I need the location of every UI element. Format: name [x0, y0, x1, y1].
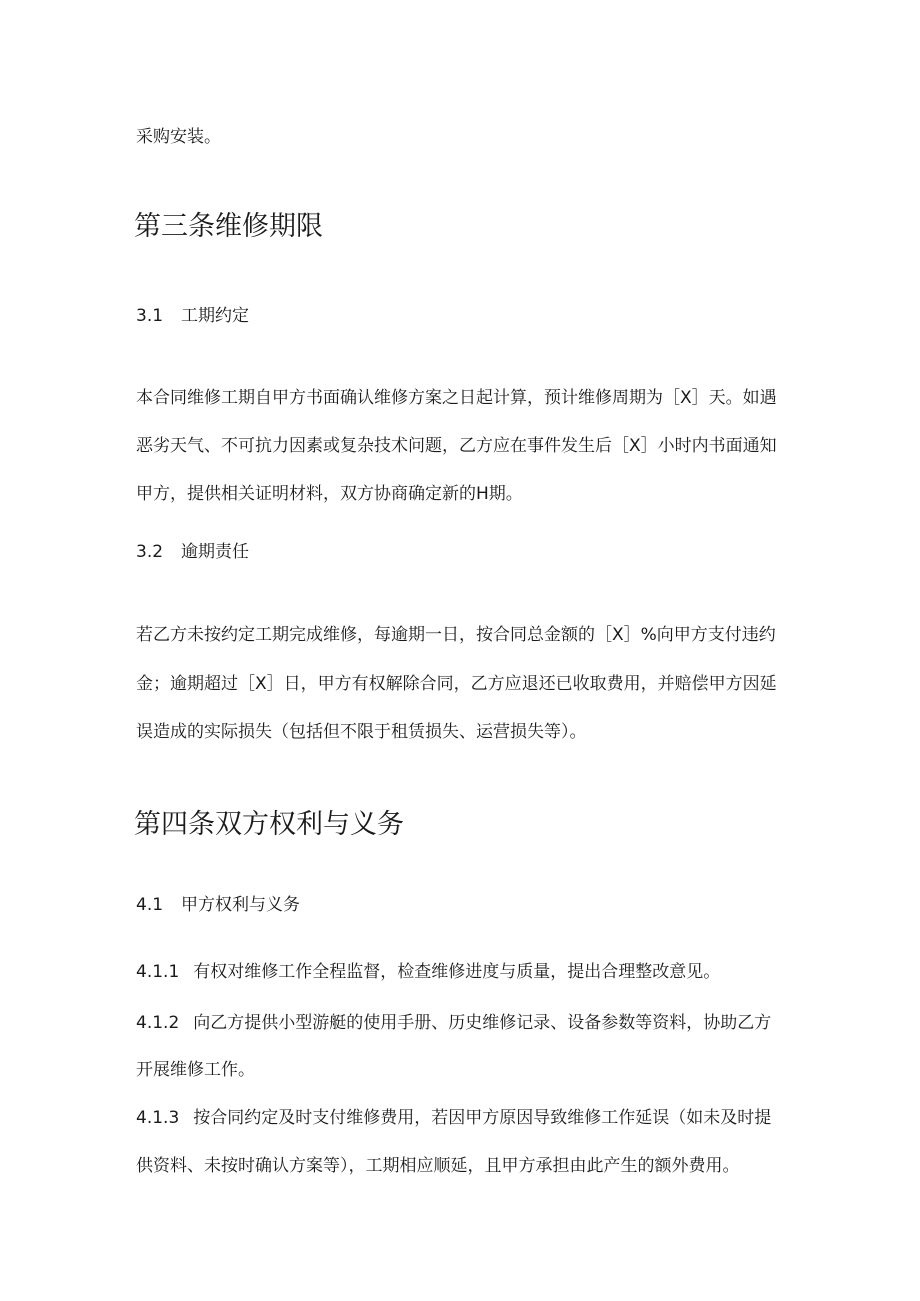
section-title: 逾期责任 [181, 542, 250, 562]
section-3-1-heading [136, 304, 786, 328]
paragraph-line: 开展维修工作。 [136, 1060, 255, 1080]
paragraph-line: 本合同维修工期自甲方书面确认维修方案之日起计算，预计维修周期为［X］天。如遇 [136, 388, 777, 408]
section-number: 3.2 [136, 542, 164, 562]
paragraph-line: 恶劣天气、不可抗力因素或复杂技术问题，乙方应在事件发生后［X］小时内书面通知 [136, 436, 777, 456]
clause-number: 4.1.2 [136, 1013, 180, 1033]
clause-text: 向乙方提供小型游艇的使用手册、历史维修记录、设备参数等资料，协助乙方 [193, 1013, 772, 1033]
clause-text: 有权对维修工作全程监督，检查维修进度与质量，提出合理整改意见。 [193, 962, 721, 982]
paragraph-line: 若乙方未按约定工期完成维修，每逾期一日，按合同总金额的［X］%向甲方支付违约 [136, 625, 776, 645]
section-3-2-heading [136, 540, 786, 564]
paragraph-line: 误造成的实际损失（包括但不限于租赁损失、运营损失等）。 [136, 722, 587, 742]
paragraph-line: 采购安装。 [136, 127, 221, 147]
section-number: 3.1 [136, 306, 164, 326]
clause-4-1-1 [136, 960, 786, 984]
article-3-heading: 第三条维修期限 [134, 211, 323, 242]
clause-4-1-3 [136, 1106, 786, 1130]
article-4-heading: 第四条双方权利与义务 [134, 809, 404, 840]
clause-text: 按合同约定及时支付维修费用，若因甲方原因导致维修工作延误（如未及时提 [193, 1108, 772, 1128]
paragraph-line: 供资料、未按时确认方案等），工期相应顺延，且甲方承担由此产生的额外费用。 [136, 1156, 740, 1176]
clause-4-1-2 [136, 1011, 786, 1035]
clause-number: 4.1.3 [136, 1108, 180, 1128]
section-4-1-heading [136, 893, 786, 917]
section-title: 工期约定 [181, 306, 250, 326]
clause-number: 4.1.1 [136, 962, 180, 982]
paragraph-line: 甲方，提供相关证明材料，双方协商确定新的H期。 [136, 484, 523, 504]
section-title: 甲方权利与义务 [181, 895, 301, 915]
section-number: 4.1 [136, 895, 164, 915]
paragraph-line: 金；逾期超过［X］日，甲方有权解除合同，乙方应退还已收取费用，并赔偿甲方因延 [136, 674, 777, 694]
